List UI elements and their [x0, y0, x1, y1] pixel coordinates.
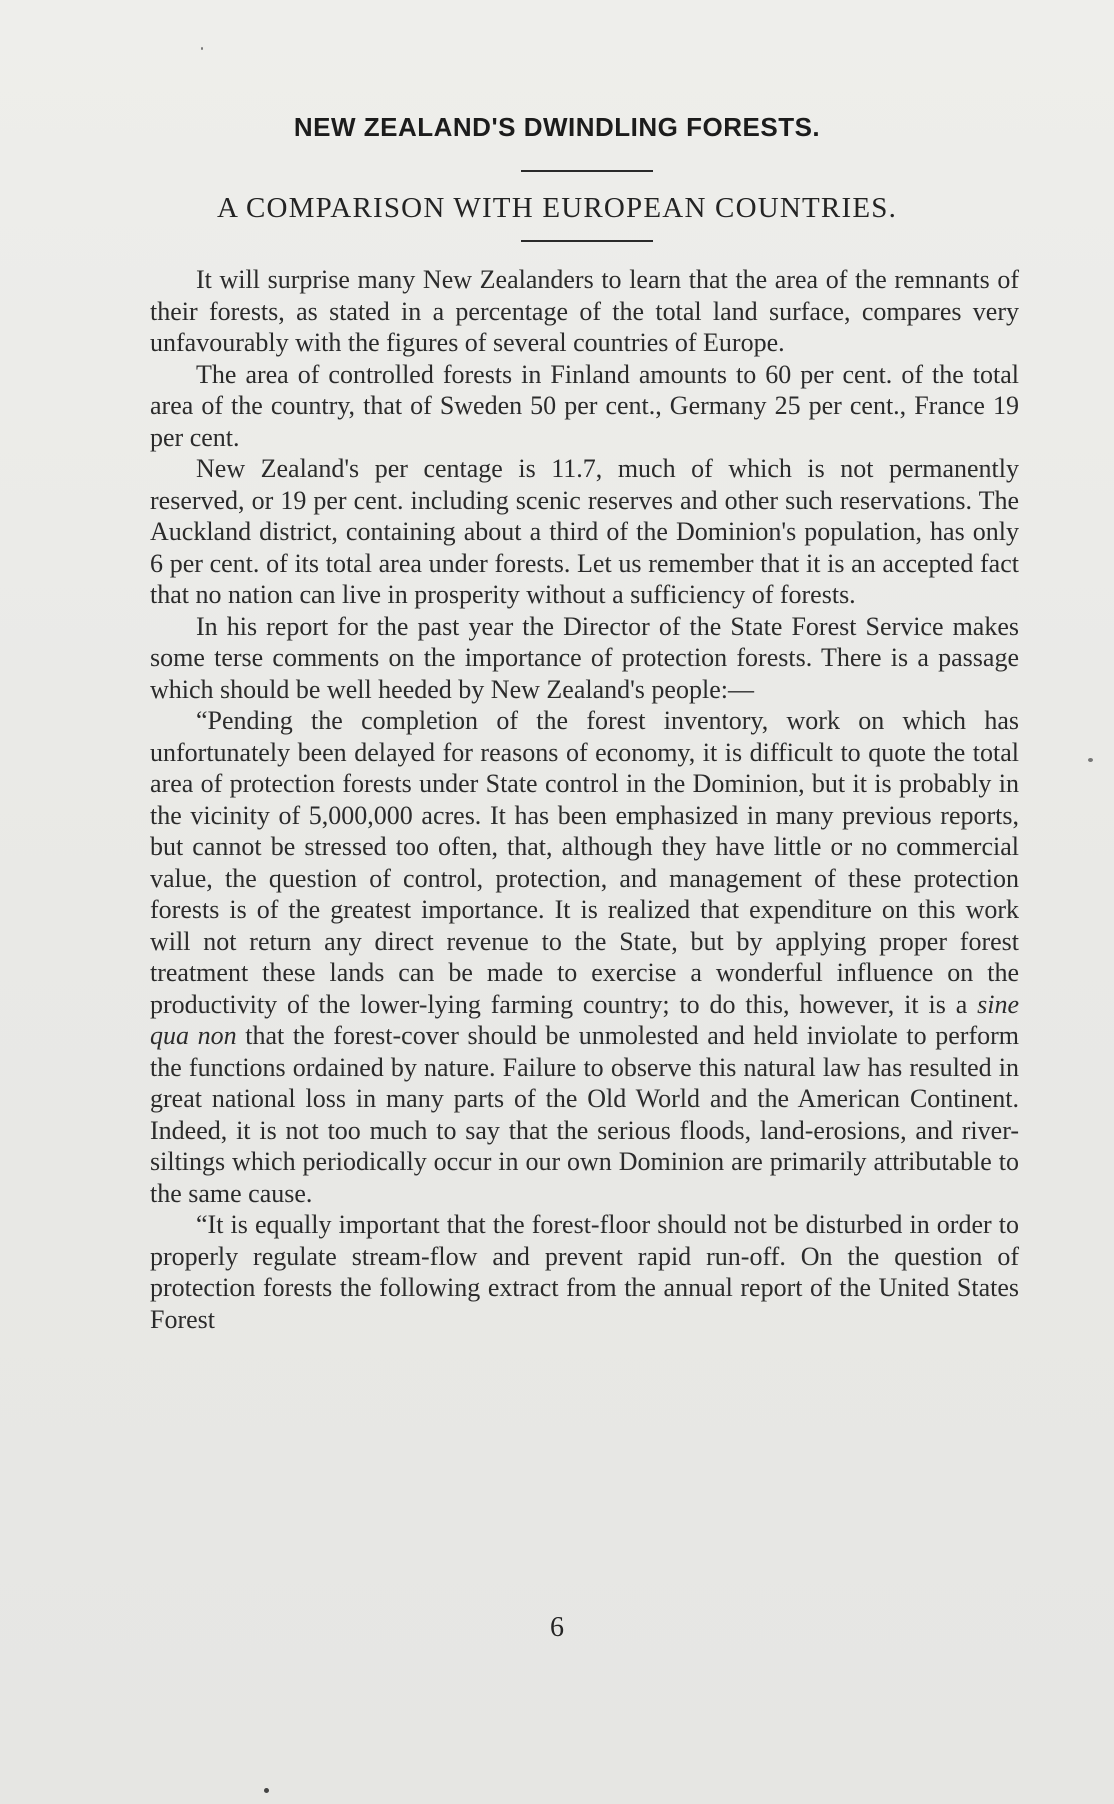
paragraph-quoted-passage: [150, 705, 1019, 1209]
page-number: 6: [550, 1612, 564, 1643]
subtitle-divider-rule: [521, 240, 653, 242]
title-divider-rule: [521, 170, 653, 172]
paragraph-intro: It will surprise many New Zealanders to learn that the area of the remnants of their forests, as stated in a percentage of the total land surface, compares very unfavourably with the figures of several countries of Europe.: [150, 265, 1019, 357]
paper-speck-top: [201, 47, 203, 50]
paper-speck-bottom: [264, 1788, 269, 1793]
latin-phrase: sine qua non: [150, 989, 1019, 1050]
paragraph-new-zealand-figures: New Zealand's per centage is 11.7, much of which is not permanently reserved, or 19 per cent. including scenic reserves and other such reservations. The Auckland district, containing about a third of the Dominion's population, has only 6 per cent. of its total area under forests. Let us remember that it is an accepted fact that no nation can live in prosperity without a sufficiency of forests.: [150, 454, 1019, 609]
page-title: NEW ZEALAND'S DWINDLING FORESTS.: [293, 112, 821, 142]
paragraph-director-report: In his report for the past year the Director of the State Forest Service makes some terse comments on the importance of protection forests. There is a passage which should be well heeded by New Zealand's people:—: [150, 611, 1019, 704]
page-subtitle: A COMPARISON WITH EUROPEAN COUNTRIES.: [216, 192, 898, 224]
article-body: [150, 264, 1019, 1335]
quoted-passage-text: “Pending the completion of the forest inventory, work on which has unfortunately been delayed for reasons of economy, it is difficult to quote the total area of protection forests under State control in the Dominion, but it is probably in the vicinity of 5,000,000 acres. It has been emphasized in many previous reports, but cannot be stressed too often, that, although they have little or no commercial value, the question of control, protection, and management of these protection forests is of the greatest importance. It is realized that expenditure on this work will not return any direct revenue to the State, but by applying proper forest treatment these lands can be made to exercise a wonderful influence on the productivity of the lower-lying farming country; to do this, however, it is a: [150, 706, 1019, 1019]
paragraph-forest-floor: “It is equally important that the forest-floor should not be disturbed in order to properly regulate stream-flow and prevent rapid run-off. On the question of protection forests the following extract from the annual report of the United States Forest: [150, 1210, 1019, 1334]
quoted-passage-text-continued: that the forest-cover should be unmolested and held inviolate to perform the functions ordained by nature. Failure to observe this natural law has resulted in great national loss in many parts of the Old World and the American Continent. Indeed, it is not too much to say that the serious floods, land-erosions, and river-siltings which periodically occur in our own Dominion are primarily attributable to the same cause.: [150, 1021, 1019, 1208]
paper-speck-right: [1088, 758, 1093, 762]
paragraph-europe-figures: The area of controlled forests in Finland amounts to 60 per cent. of the total area of the country, that of Sweden 50 per cent., Germany 25 per cent., France 19 per cent.: [150, 359, 1019, 452]
